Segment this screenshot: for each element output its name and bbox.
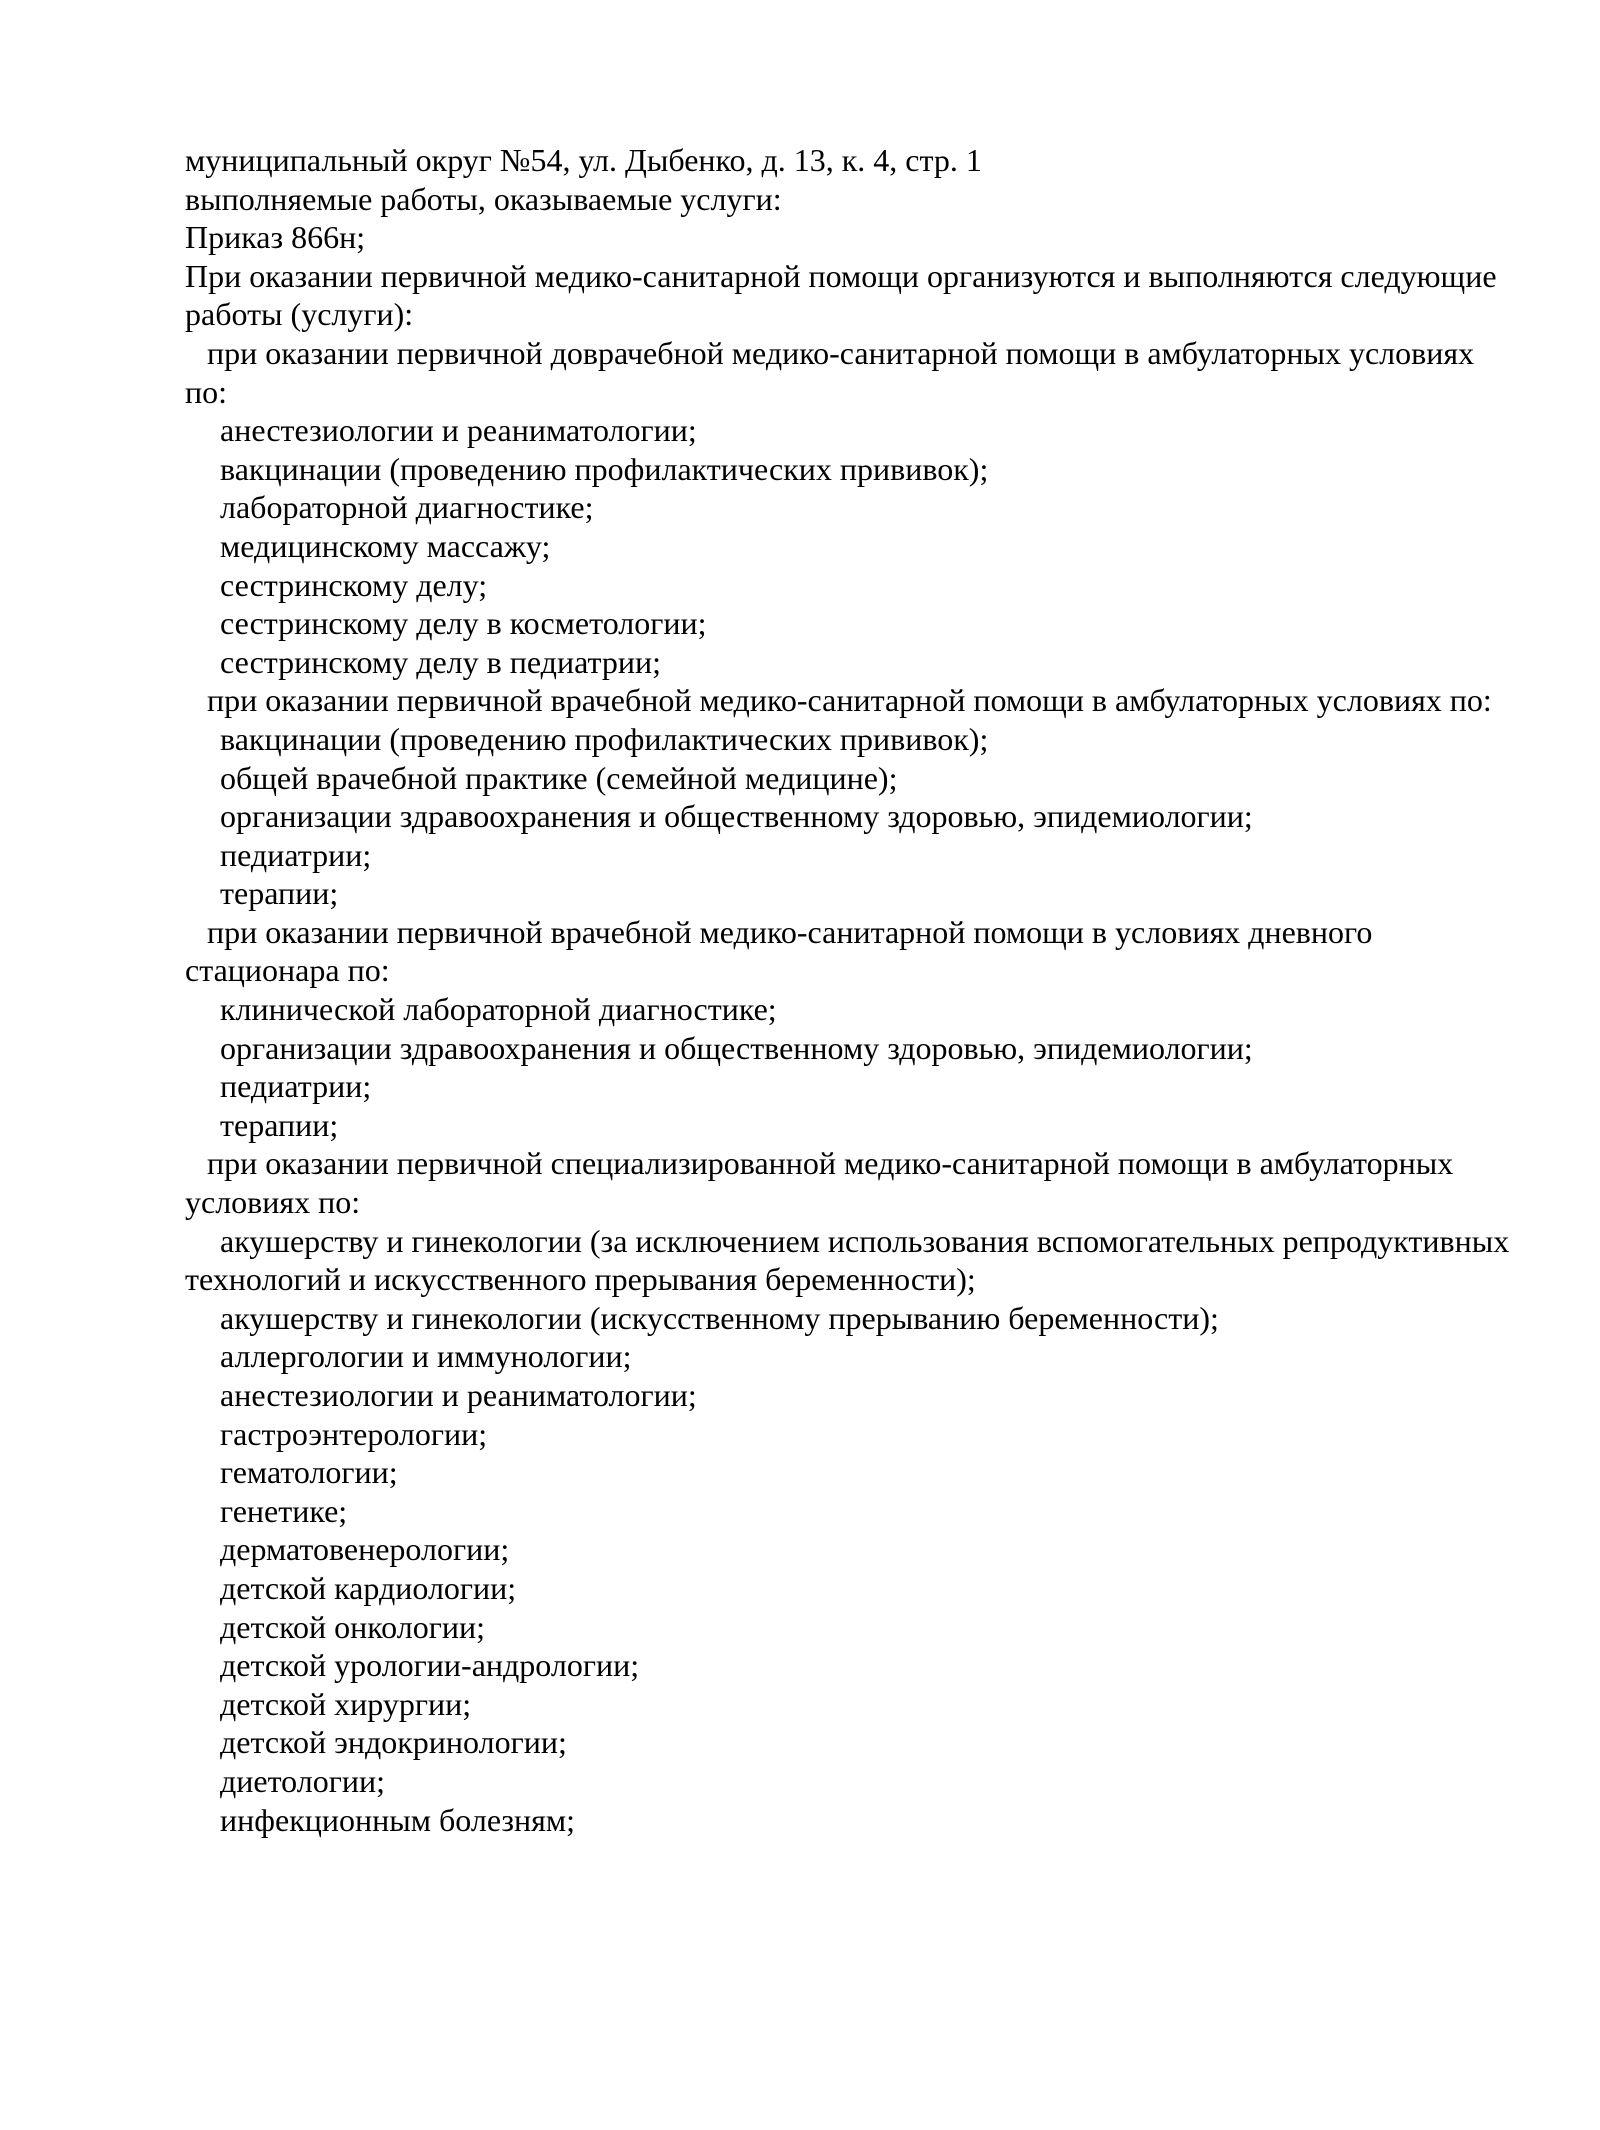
text-line: детской кардиологии; [220, 1569, 517, 1606]
text-line: инфекционным болезням; [220, 1801, 576, 1838]
text-line: детской эндокринологии; [220, 1724, 567, 1761]
text-line: гастроэнтерологии; [220, 1415, 488, 1452]
text-line: анестезиологии и реаниматологии; [220, 1377, 697, 1413]
text-line: организации здравоохранения и общественному здоровью, эпидемиологии; [220, 798, 1253, 835]
text-line: детской урологии-андрологии; [220, 1647, 640, 1684]
text-line: технологий и искусственного прерывания беременности); [185, 1261, 976, 1298]
text-line: муниципальный округ №54, ул. Дыбенко, д. 13, к. 4, стр. 1 [185, 142, 982, 178]
text-line: акушерству и гинекологии (искусственному прерыванию беременности); [220, 1299, 1219, 1336]
text-line: диетологии; [220, 1762, 385, 1799]
text-line: педиатрии; [220, 1068, 372, 1105]
text-line: выполняемые работы, оказываемые услуги: [185, 180, 782, 217]
text-line: терапии; [220, 875, 339, 912]
text-line: при оказании первичной врачебной медико-санитарной помощи в условиях дневного [207, 913, 1373, 950]
text-line: педиатрии; [220, 836, 372, 873]
text-line: работы (услуги): [185, 296, 414, 333]
text-line: при оказании первичной специализированной медико-санитарной помощи в амбулаторных [207, 1145, 1454, 1182]
text-line: генетике; [220, 1492, 348, 1529]
text-line: лабораторной диагностике; [220, 489, 594, 526]
text-line: При оказании первичной медико-санитарной помощи организуются и выполняются следующие [185, 257, 1497, 294]
text-line: при оказании первичной доврачебной медико-санитарной помощи в амбулаторных условиях [207, 334, 1475, 371]
text-line: анестезиологии и реаниматологии; [220, 412, 697, 449]
text-line: медицинскому массажу; [220, 527, 551, 564]
text-line: детской хирургии; [220, 1685, 472, 1722]
text-line: при оказании первичной врачебной медико-санитарной помощи в амбулаторных условиях по: [207, 682, 1492, 719]
text-line: стационара по: [185, 952, 390, 989]
text-line: сестринскому делу в косметологии; [220, 605, 707, 642]
text-line: сестринскому делу; [220, 566, 488, 603]
text-line: дерматовенерологии; [220, 1531, 510, 1568]
text-line: сестринскому делу в педиатрии; [220, 643, 661, 680]
text-line: акушерству и гинекологии (за исключением использования вспомогательных репродуктивных [220, 1222, 1510, 1259]
text-line: гематологии; [220, 1454, 398, 1491]
text-line: организации здравоохранения и общественному здоровью, эпидемиологии; [220, 1029, 1253, 1066]
text-line: клинической лабораторной диагностике; [220, 991, 777, 1028]
text-line: условиях по: [185, 1184, 361, 1221]
text-line: терапии; [220, 1106, 339, 1143]
text-line: общей врачебной практике (семейной медицине); [220, 759, 898, 796]
text-line: Приказ 866н; [185, 219, 366, 256]
text-line: вакцинации (проведению профилактических прививок); [220, 720, 989, 757]
license-services-text-block [185, 141, 1545, 1839]
text-line: детской онкологии; [220, 1608, 485, 1645]
text-line: вакцинации (проведению профилактических прививок); [220, 450, 989, 487]
text-line: аллергологии и иммунологии; [220, 1338, 632, 1375]
text-line: по: [185, 373, 228, 410]
